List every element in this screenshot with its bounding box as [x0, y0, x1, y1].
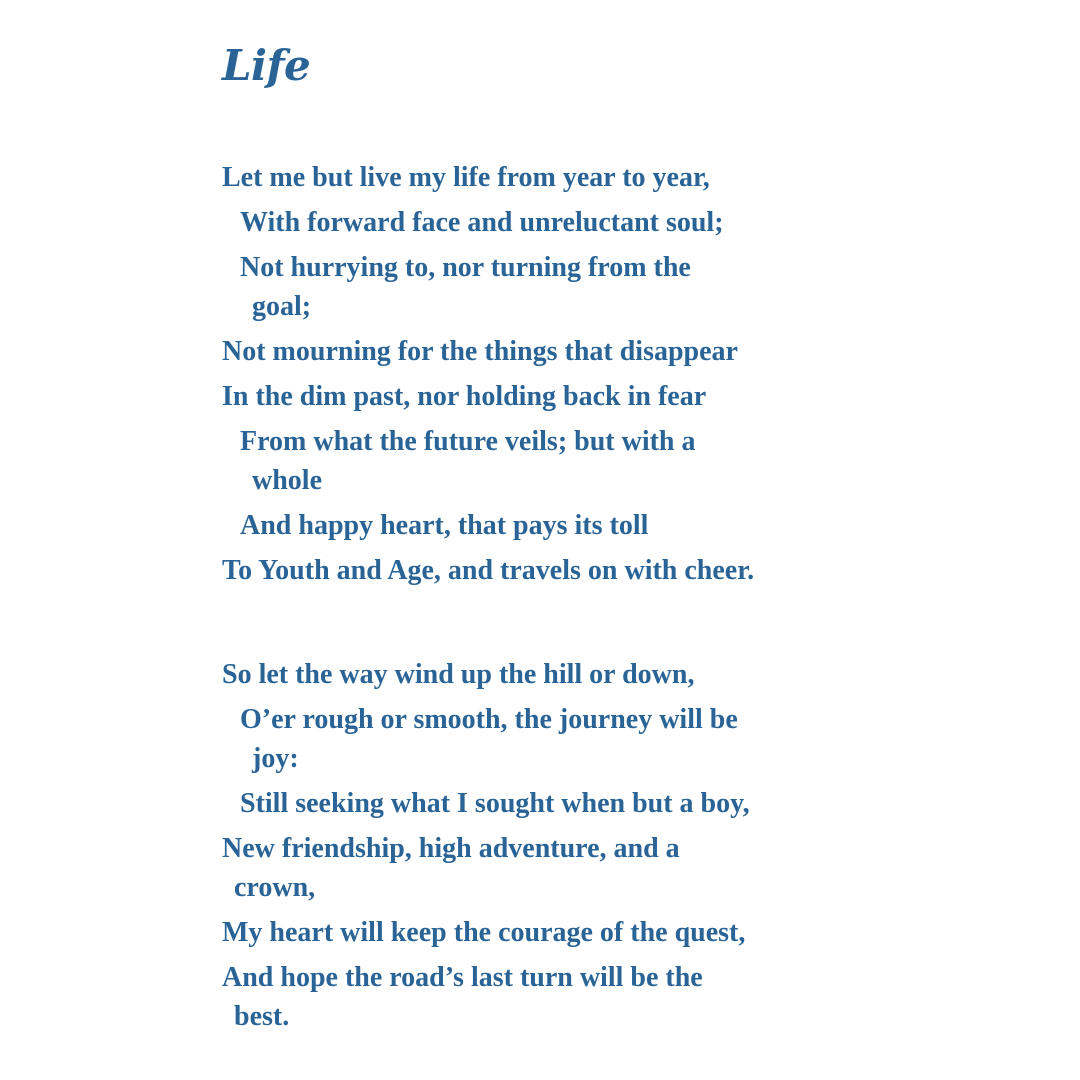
poem-line: Not mourning for the things that disappear	[222, 336, 738, 367]
poem-line: New friendship, high adventure, and a crown,	[222, 829, 750, 907]
poem-line-continuation: whole	[252, 465, 322, 496]
poem-line: And hope the road’s last turn will be the best.	[222, 958, 750, 1036]
poem-line: O’er rough or smooth, the journey will be joy:	[222, 700, 750, 778]
poem-line: In the dim past, nor holding back in fear	[222, 381, 707, 412]
poem-line-continuation: crown,	[234, 872, 316, 903]
poem-line-continuation: goal;	[252, 291, 312, 322]
poem-line-continuation: joy:	[252, 743, 299, 774]
poem-line: From what the future veils; but with a whole	[222, 422, 754, 500]
poem-line: So let the way wind up the hill or down,	[222, 659, 695, 690]
poem-line: Not hurrying to, nor turning from the goal;	[222, 248, 754, 326]
poem-line: My heart will keep the courage of the quest,	[222, 917, 746, 948]
poem-line: To Youth and Age, and travels on with cheer.	[222, 555, 755, 586]
poem-line: And happy heart, that pays its toll	[240, 510, 649, 541]
poem-line: Still seeking what I sought when but a boy,	[240, 788, 750, 819]
stanza-2	[222, 655, 750, 1036]
poem-line: Let me but live my life from year to year,	[222, 162, 710, 193]
poem-title: Life	[222, 41, 311, 90]
poem-line-continuation: best.	[234, 1001, 290, 1032]
stanza-1	[222, 158, 754, 590]
poem-line: With forward face and unreluctant soul;	[240, 207, 724, 238]
